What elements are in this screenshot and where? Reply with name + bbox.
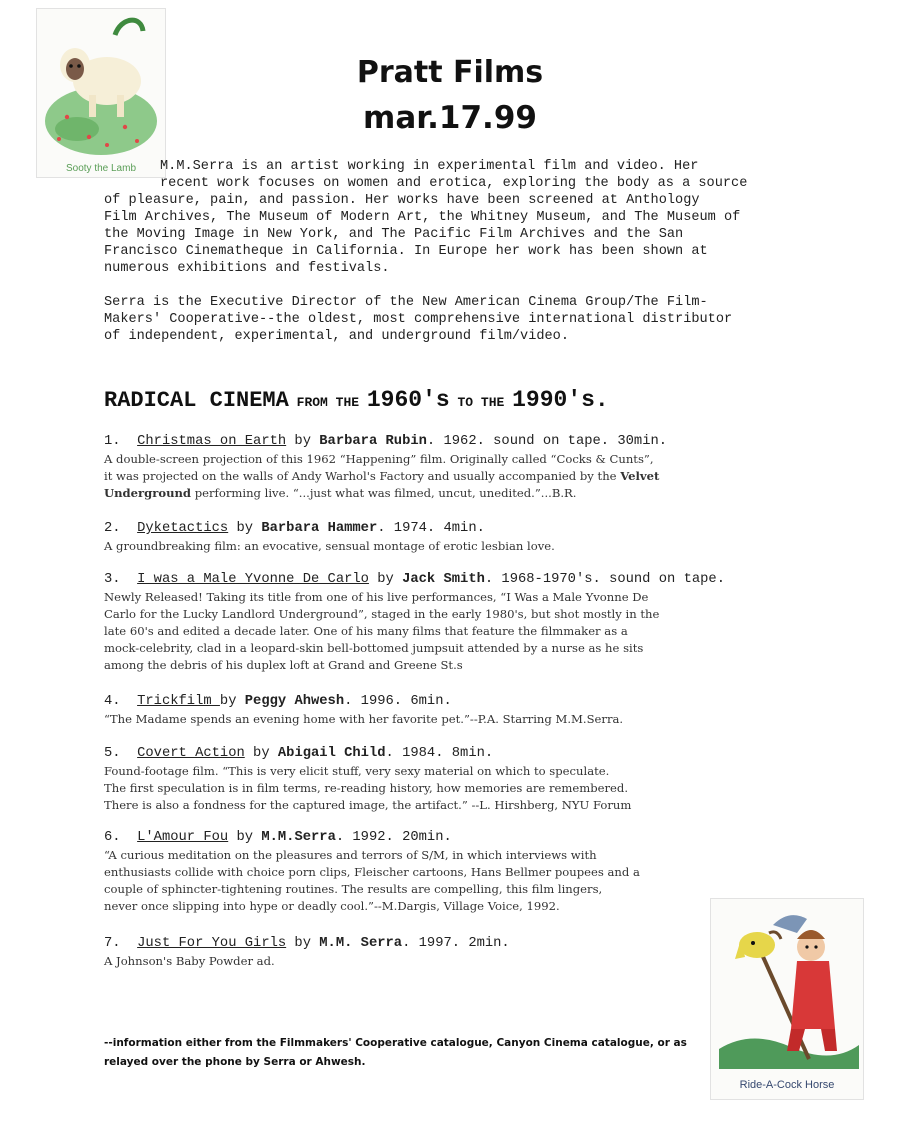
- film-heading: [104, 745, 631, 763]
- film-description-line: [104, 485, 667, 502]
- lamb-sticker: [36, 8, 166, 178]
- film-number: 6.: [104, 830, 121, 845]
- film-number: 7.: [104, 936, 121, 951]
- film-director: Abigail Child: [277, 746, 386, 761]
- film-description: [104, 711, 623, 728]
- film-title: L'Amour Fou: [137, 830, 229, 845]
- film-title: Covert Action: [137, 746, 245, 761]
- film-entry: [104, 693, 623, 728]
- film-meta: . 1992. 20min.: [335, 830, 452, 845]
- film-entry: [104, 571, 725, 674]
- film-description: [104, 953, 510, 970]
- film-by: by: [228, 521, 262, 536]
- film-description-text: There is also a fondness for the captured image, the artifact.” --L. Hirshberg, NYU Forum: [104, 798, 632, 812]
- film-heading: [104, 433, 667, 451]
- film-description-line: [104, 538, 555, 555]
- film-heading: [104, 520, 555, 538]
- film-description: [104, 451, 667, 502]
- film-description-line: [104, 589, 725, 606]
- film-title: Dyketactics: [137, 521, 229, 536]
- film-description-text: late 60's and edited a decade later. One of his many films that feature the filmmaker as a: [104, 624, 628, 638]
- intro-line: of independent, experimental, and underground film/video.: [104, 329, 569, 344]
- section-heading-part: 1960's: [366, 387, 450, 413]
- film-meta: . 1974. 4min.: [377, 521, 485, 536]
- film-description-text: among the debris of his duplex loft at Grand and Greene St.s: [104, 658, 463, 672]
- film-description-line: [104, 468, 667, 485]
- film-number: 1.: [104, 434, 121, 449]
- film-description-line: [104, 623, 725, 640]
- film-description: [104, 847, 640, 915]
- film-description-text: The first speculation is in film terms, re-reading history, how memories are remembered.: [104, 781, 629, 795]
- film-heading: [104, 935, 510, 953]
- film-description-line: [104, 797, 631, 814]
- film-number: 4.: [104, 694, 121, 709]
- film-description-text: mock-celebrity, clad in a leopard-skin bell-bottomed jumpsuit attended by a nurse as he sits: [104, 641, 644, 655]
- film-director: Jack Smith: [402, 572, 485, 587]
- film-entry: [104, 935, 510, 970]
- film-description-line: [104, 640, 725, 657]
- film-description-line: [104, 898, 640, 915]
- film-description-text: it was projected on the walls of Andy Warhol's Factory and usually accompanied by the: [104, 469, 621, 483]
- film-meta: . 1984. 8min.: [385, 746, 494, 761]
- section-heading-part: TO THE: [449, 395, 513, 410]
- lamb-sticker-caption: Sooty the Lamb: [65, 163, 137, 174]
- film-director: Barbara Rubin: [319, 434, 427, 449]
- intro-line: of pleasure, pain, and passion. Her works have been screened at Anthology: [104, 193, 700, 208]
- film-title: I was a Male Yvonne De Carlo: [137, 572, 369, 587]
- film-heading: [104, 571, 725, 589]
- section-heading-part: FROM THE: [288, 395, 367, 410]
- film-meta: . 1962. sound on tape. 30min.: [426, 434, 668, 449]
- film-director: Peggy Ahwesh: [244, 694, 345, 709]
- film-description: [104, 589, 725, 674]
- intro-line: Film Archives, The Museum of Modern Art, the Whitney Museum, and The Museum of: [104, 210, 741, 225]
- film-description-text: A groundbreaking film: an evocative, sensual montage of erotic lesbian love.: [104, 539, 555, 553]
- film-title: Just For You Girls: [137, 936, 287, 951]
- film-description-line: [104, 657, 725, 674]
- film-heading: [104, 829, 640, 847]
- film-by: by: [368, 572, 403, 587]
- film-description-text: Underground: [104, 486, 192, 500]
- film-description-text: Found-footage film. “This is very elicit stuff, very sexy material on which to speculate.: [104, 764, 610, 778]
- page-title: Pratt Films: [356, 55, 544, 90]
- section-heading-part: 1990's.: [512, 387, 609, 413]
- film-description-text: A double-screen projection of this 1962 “Happening” film. Originally called “Cocks & Cunts”,: [104, 452, 654, 466]
- film-heading: [104, 693, 623, 711]
- intro-line: Francisco Cinematheque in California. In Europe her work has been shown at: [104, 244, 708, 259]
- film-description-line: [104, 451, 667, 468]
- film-description-text: “A curious meditation on the pleasures and terrors of S/M, in which interviews with: [104, 848, 597, 862]
- film-description-text: Velvet: [620, 469, 660, 483]
- film-description-text: “The Madame spends an evening home with her favorite pet.”--P.A. Starring M.M.Serra.: [104, 712, 624, 726]
- film-description-line: [104, 847, 640, 864]
- film-description-line: [104, 881, 640, 898]
- film-by: by: [219, 694, 245, 709]
- film-description-line: [104, 780, 631, 797]
- film-director: M.M.Serra: [261, 830, 336, 845]
- film-number: 3.: [104, 572, 121, 587]
- film-by: by: [286, 936, 320, 951]
- film-entry: [104, 829, 640, 915]
- film-description-text: never once slipping into hype or deadly cool.”--M.Dargis, Village Voice, 1992.: [104, 899, 560, 913]
- intro-line: the Moving Image in New York, and The Pacific Film Archives and the San: [104, 227, 684, 242]
- film-description-line: [104, 606, 725, 623]
- film-director: M.M. Serra: [319, 936, 403, 951]
- film-director: Barbara Hammer: [261, 521, 378, 536]
- film-description-line: [104, 864, 640, 881]
- film-title: Trickfilm: [137, 694, 220, 709]
- film-entry: [104, 520, 555, 555]
- film-meta: . 1968-1970's. sound on tape.: [484, 572, 725, 587]
- film-description-text: performing live. “...just what was filmed, uncut, unedited.”...B.R.: [191, 486, 577, 500]
- intro-line: Makers' Cooperative--the oldest, most comprehensive international distributor: [104, 312, 733, 327]
- lamb-illustration-icon: [37, 9, 165, 159]
- film-meta: . 1997. 2min.: [402, 936, 510, 951]
- film-entry: [104, 745, 631, 814]
- intro-line: recent work focuses on women and erotica, exploring the body as a source: [160, 176, 748, 191]
- intro-line: Serra is the Executive Director of the New American Cinema Group/The Film-: [104, 295, 708, 310]
- film-by: by: [244, 746, 278, 761]
- film-description-text: Carlo for the Lucky Landlord Underground”, staged in the early 1980's, but shot mostly in the: [104, 607, 660, 621]
- section-heading: [104, 387, 609, 413]
- film-description: [104, 763, 631, 814]
- film-title: Christmas on Earth: [137, 434, 287, 449]
- film-description-text: enthusiasts collide with choice porn clips, Fleischer cartoons, Hans Bellmer poupees and a: [104, 865, 640, 879]
- film-entry: [104, 433, 667, 502]
- section-heading-part: RADICAL CINEMA: [104, 388, 289, 413]
- film-description-line: [104, 953, 510, 970]
- intro-line: numerous exhibitions and festivals.: [104, 261, 390, 276]
- film-description-text: A Johnson's Baby Powder ad.: [104, 954, 275, 968]
- page-date: mar.17.99: [363, 100, 537, 136]
- film-description-line: [104, 711, 623, 728]
- film-number: 5.: [104, 746, 121, 761]
- film-description: [104, 538, 555, 555]
- film-description-text: couple of sphincter-tightening routines. The results are compelling, this film lingers,: [104, 882, 603, 896]
- film-by: by: [228, 830, 262, 845]
- horse-sticker: [710, 898, 864, 1100]
- film-description-line: [104, 763, 631, 780]
- horse-sticker-caption: Ride-A-Cock Horse: [739, 1079, 835, 1091]
- film-description-text: Newly Released! Taking its title from one of his live performances, “I Was a Male Yvonne De: [104, 590, 649, 604]
- intro-line: M.M.Serra is an artist working in experimental film and video. Her: [160, 159, 699, 174]
- film-by: by: [286, 434, 320, 449]
- hobby-horse-illustration-icon: [711, 899, 863, 1077]
- film-number: 2.: [104, 521, 121, 536]
- film-meta: . 1996. 6min.: [344, 694, 452, 709]
- footnote: --information either from the Filmmakers' Cooperative catalogue, Canyon Cinema catalogue, or as relayed over the phone by Serra or Ahwesh.: [104, 1037, 687, 1068]
